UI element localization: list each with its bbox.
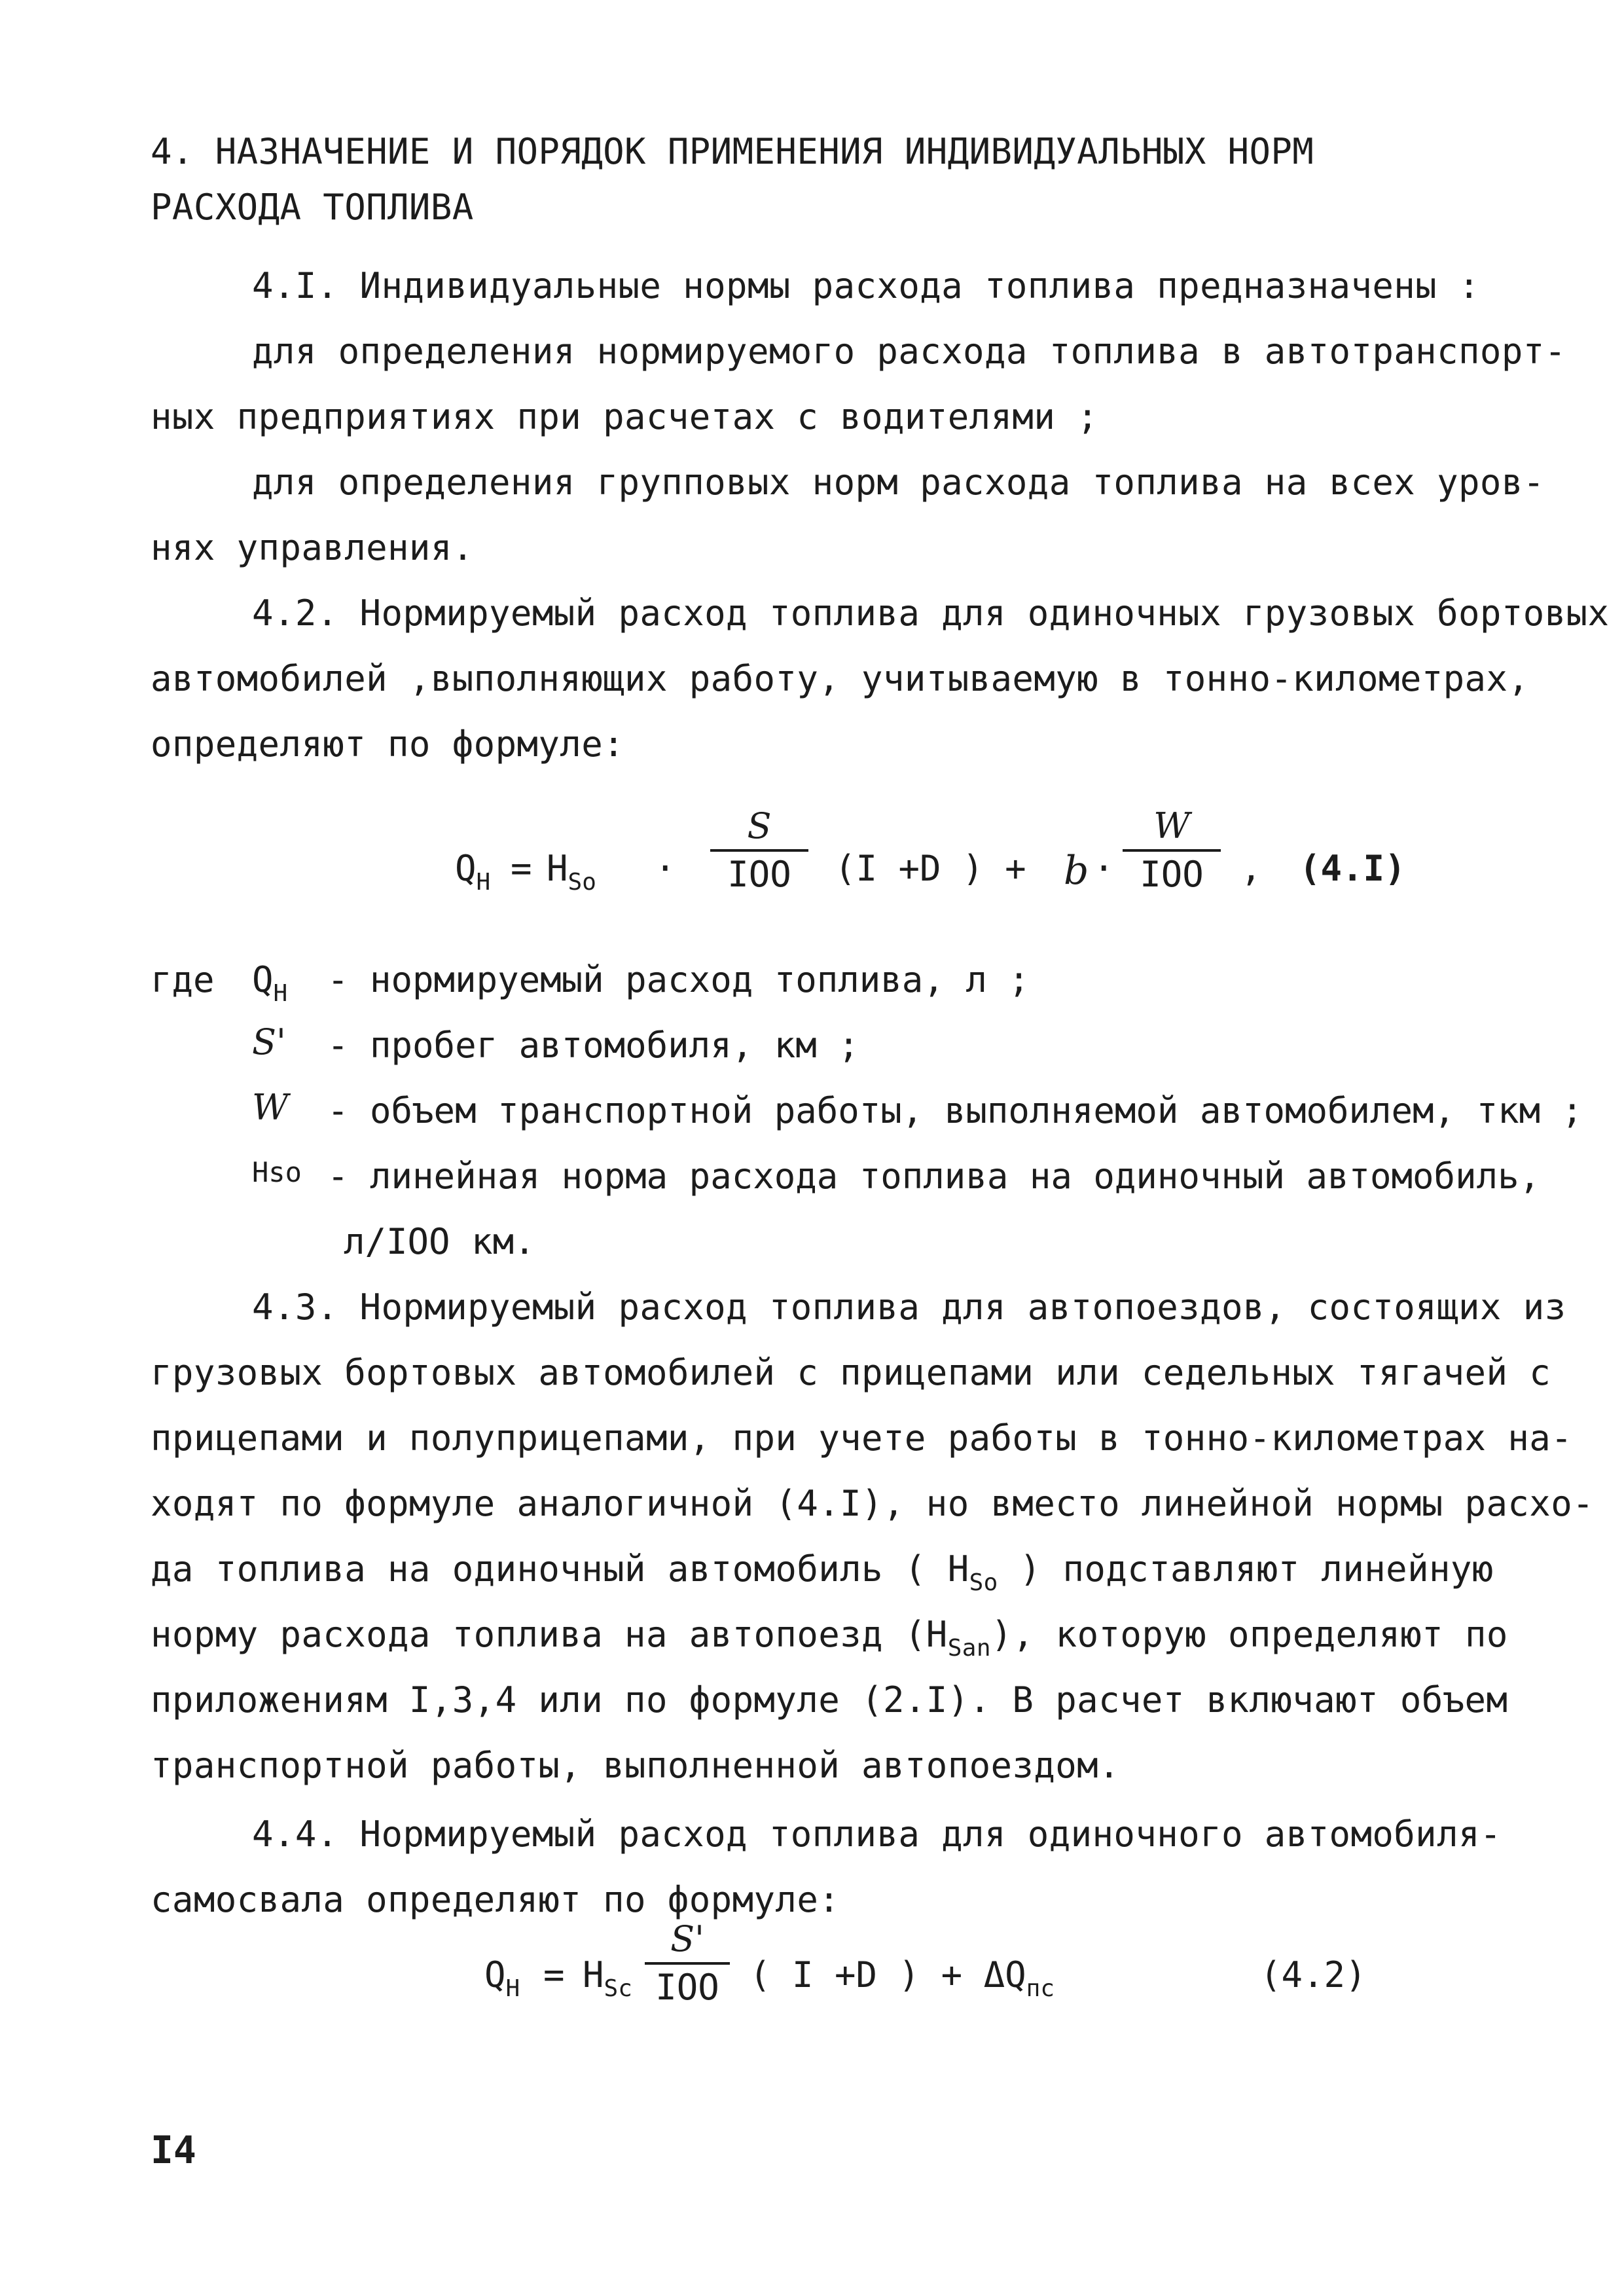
paragraph-4-2-line-3: определяют по формуле: (151, 723, 625, 765)
formula-4-2-paren: ( I +D ) + $\Delta Q_{пс}$ (749, 1954, 1055, 2002)
paragraph-4-3-line-8: транспортной работы, выполненной автопоездом. (151, 1745, 1120, 1786)
formula-4-1-dot-2: · (1093, 848, 1115, 889)
definition-3-symbol: W (252, 1087, 289, 1128)
paragraph-4-3-line-5: да топлива на одиночный автомобиль ( $H_{So}$ ) подставляют линейную (151, 1548, 1494, 1596)
formula-4-1-lhs: $Q_Н$ (455, 848, 491, 896)
paragraph-4-3-line-2: грузовых бортовых автомобилей с прицепами или седельных тягачей с (151, 1352, 1551, 1393)
section-heading-line-1: 4. НАЗНАЧЕНИЕ И ПОРЯДОК ПРИМЕНЕНИЯ ИНДИВИДУАЛЬНЫХ НОРМ (151, 131, 1314, 172)
definition-4-continuation: л/IOO км. (344, 1221, 535, 1262)
paragraph-4-1-line-1: 4.I. Индивидуальные нормы расхода топлива предназначены : (252, 265, 1480, 306)
paragraph-4-2-line-1: 4.2. Нормируемый расход топлива для одиночных грузовых бортовых (252, 592, 1610, 634)
paragraph-4-3-line-3: прицепами и полуприцепами, при учете работы в тонно-километрах на- (151, 1417, 1573, 1459)
formula-4-1-fraction-2: W IOO (1123, 809, 1221, 892)
paragraph-4-3-line-1: 4.3. Нормируемый расход топлива для автопоездов, состоящих из (252, 1286, 1566, 1328)
formula-4-1-comma: , (1240, 848, 1262, 889)
paragraph-4-3-line-7: приложениям I,3,4 или по формуле (2.I). В расчет включают объем (151, 1679, 1508, 1721)
formula-4-1-paren: (I +D ) + (835, 848, 1026, 889)
definitions-where: где (151, 959, 215, 1000)
formula-4-1-equals: = (511, 848, 532, 889)
paragraph-4-1-line-2: для определения нормируемого расхода топлива в автотранспорт- (252, 331, 1566, 372)
formula-4-2-hs: $H_{Sc}$ (583, 1954, 632, 2002)
definition-4-text: - линейная норма расхода топлива на одиночный автомобиль, (327, 1156, 1541, 1197)
paragraph-4-3-line-4: ходят по формуле аналогичной (4.I), но вместо линейной нормы расхо- (151, 1483, 1595, 1524)
definition-1-symbol: $Q_Н$ (252, 959, 288, 1007)
formula-4-1-hs: $H_{So}$ (547, 848, 596, 896)
formula-4-1-b: b (1064, 848, 1089, 894)
formula-4-2-equals: = (543, 1954, 565, 1995)
paragraph-4-4-line-2: самосвала определяют по формуле: (151, 1879, 840, 1920)
definition-2-text: - пробег автомобиля, км ; (327, 1025, 859, 1066)
paragraph-4-2-line-2: автомобилей ,выполняющих работу, учитываемую в тонно-километрах, (151, 658, 1530, 699)
paragraph-4-1-line-3: ных предприятиях при расчетах с водителями ; (151, 396, 1099, 437)
formula-4-1-fraction-1: S IOO (710, 809, 808, 892)
definition-4-symbol: Hso (252, 1156, 302, 1188)
paragraph-4-3-line-6: норму расхода топлива на автопоезд $(H_{San})$, которую определяют по (151, 1614, 1508, 1662)
formula-4-2-number: (4.2) (1260, 1954, 1367, 1995)
definition-3-text: - объем транспортной работы, выполняемой автомобилем, ткм ; (327, 1090, 1583, 1131)
paragraph-4-1-line-5: нях управления. (151, 527, 474, 568)
paragraph-4-4-line-1: 4.4. Нормируемый расход топлива для одиночного автомобиля- (252, 1813, 1502, 1855)
formula-4-1-dot: · (655, 848, 676, 889)
definition-1-text: - нормируемый расход топлива, л ; (327, 959, 1030, 1000)
definition-2-symbol: S' (252, 1021, 286, 1063)
paragraph-4-1-line-4: для определения групповых норм расхода топлива на всех уров- (252, 462, 1545, 503)
page-number: I4 (151, 2128, 196, 2172)
formula-4-1-number: (4.I) (1299, 848, 1406, 889)
section-heading-line-2: РАСХОДА ТОПЛИВА (151, 187, 474, 228)
formula-4-2-fraction: S' IOO (645, 1922, 730, 2005)
formula-4-2-lhs: $Q_Н$ (484, 1954, 520, 2002)
